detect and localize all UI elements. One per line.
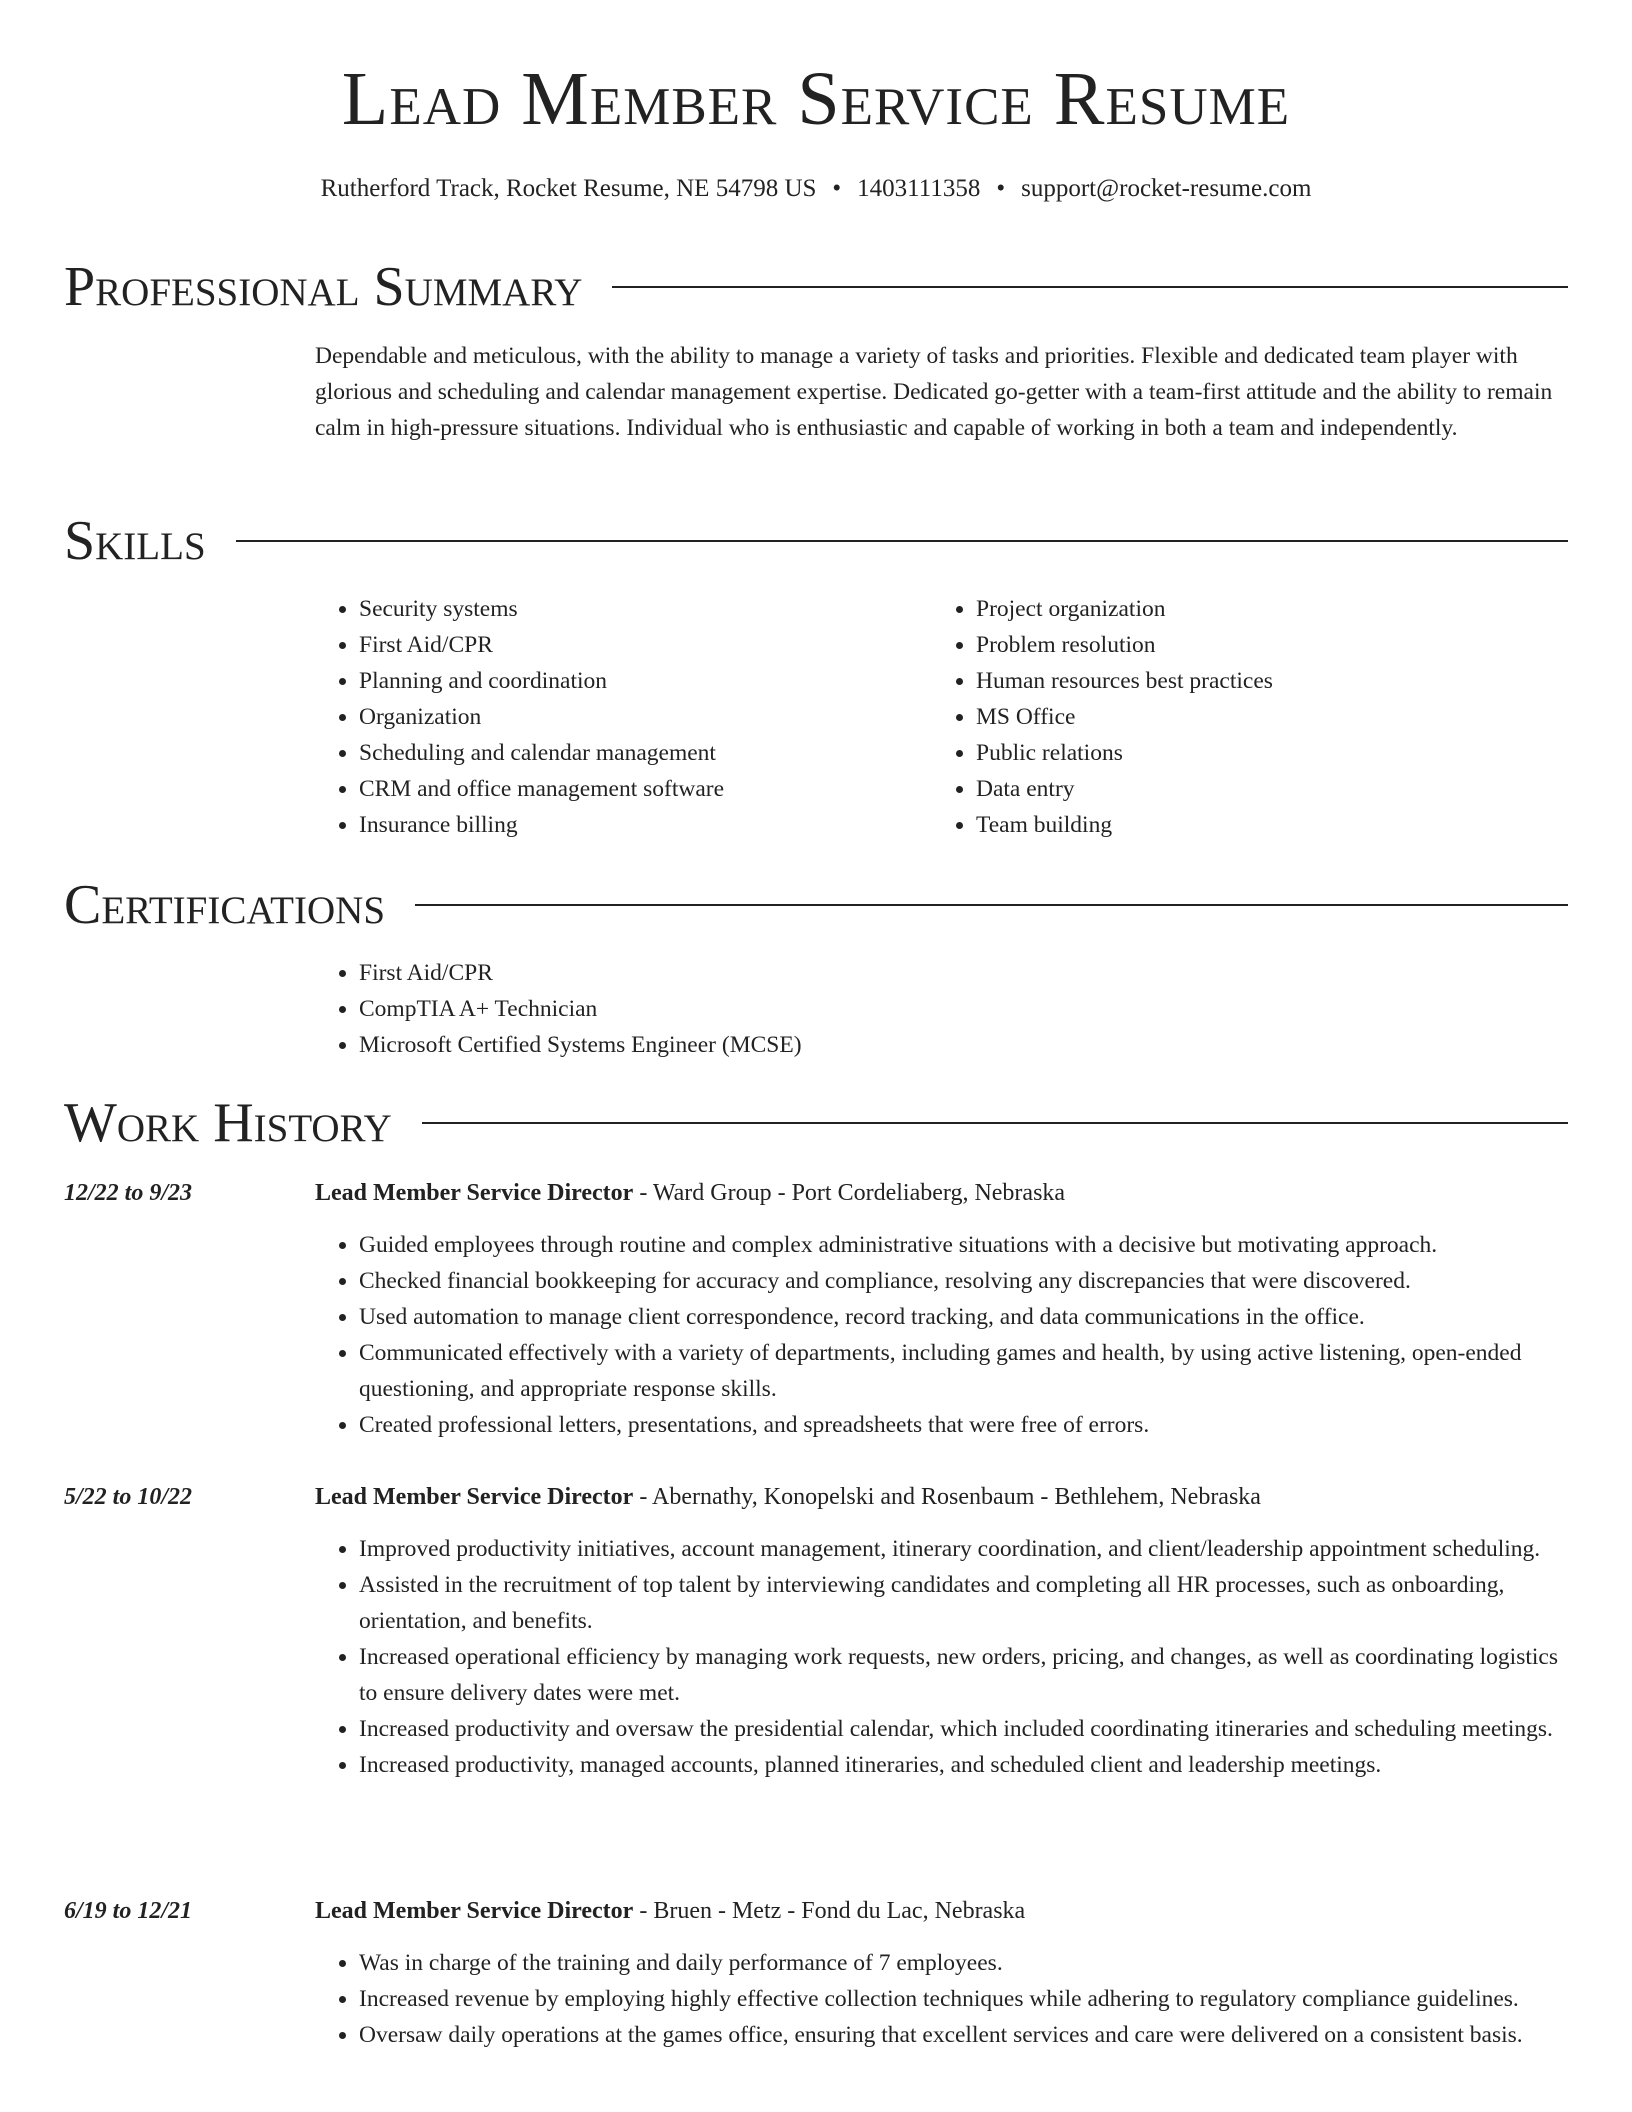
contact-phone: 1403111358 [857, 175, 981, 202]
section-divider [612, 286, 1568, 288]
duty-item: • Used automation to manage client correspondence, record tracking, and data communications in the office. [359, 1299, 1568, 1335]
section-skills-title: Skills [64, 510, 206, 572]
skill-item: • CRM and office management software [359, 771, 915, 807]
duty-item: • Increased revenue by employing highly effective collection techniques while adhering to regulatory compliance guidelines. [359, 1981, 1568, 2017]
contact-separator: • [996, 175, 1006, 202]
section-divider [236, 540, 1568, 542]
job-role: Lead Member Service Director [315, 1180, 634, 1206]
duty-item: • Improved productivity initiatives, account management, itinerary coordination, and client/leadership appointment scheduling. [359, 1531, 1568, 1567]
contact-email[interactable]: support@rocket-resume.com [1021, 175, 1312, 202]
contact-separator: • [832, 175, 842, 202]
certifications-list [315, 955, 1215, 1063]
job-duties-list [315, 1945, 1568, 2053]
job-company-location: - Ward Group - Port Cordeliaberg, Nebraska [633, 1180, 1066, 1206]
skill-item: • First Aid/CPR [359, 627, 915, 663]
duty-item: • Increased productivity and oversaw the presidential calendar, which included coordinating itineraries and scheduling meetings. [359, 1711, 1568, 1747]
skill-item: • Insurance billing [359, 807, 915, 843]
skills-left-column [315, 591, 915, 843]
duty-item: • Communicated effectively with a variety of departments, including games and health, by using active listening, open-ended questioning, and appropriate response skills. [359, 1335, 1568, 1407]
duty-item: • Was in charge of the training and daily performance of 7 employees. [359, 1945, 1568, 1981]
job-company-location: - Bruen - Metz - Fond du Lac, Nebraska [633, 1898, 1026, 1924]
contact-line [0, 175, 1632, 203]
job-dates: 6/19 to 12/21 [64, 1898, 193, 1924]
section-certifications-header [64, 870, 1568, 940]
duty-item: • Oversaw daily operations at the games office, ensuring that excellent services and care were delivered on a consistent basis. [359, 2017, 1568, 2053]
skill-item: • Organization [359, 699, 915, 735]
skill-item: • Data entry [976, 771, 1532, 807]
section-summary-title: Professional Summary [64, 256, 583, 318]
job-title-line [315, 1175, 1065, 1211]
resume-title: Lead Member Service Resume [341, 57, 1291, 141]
duty-item: • Created professional letters, presentations, and spreadsheets that were free of errors. [359, 1407, 1568, 1443]
skills-left-list [315, 591, 915, 843]
section-skills-header [64, 506, 1568, 576]
job-title-line [315, 1479, 1261, 1515]
duty-item: • Assisted in the recruitment of top talent by interviewing candidates and completing all HR processes, such as onboarding, orientation, and benefits. [359, 1567, 1568, 1639]
job-title-line [315, 1893, 1025, 1929]
skills-right-column [932, 591, 1532, 843]
job-duties-list [315, 1227, 1568, 1443]
certification-item: • Microsoft Certified Systems Engineer (MCSE) [359, 1027, 1215, 1063]
certification-item: • CompTIA A+ Technician [359, 991, 1215, 1027]
section-divider [415, 904, 1568, 906]
skill-item: • Planning and coordination [359, 663, 915, 699]
skill-item: • Public relations [976, 735, 1532, 771]
skill-item: • Human resources best practices [976, 663, 1532, 699]
summary-text: Dependable and meticulous, with the ability to manage a variety of tasks and priorities. Flexible and dedicated team player with glorious and scheduling and calendar management expertise. Dedicated go-getter with a team-first attitude and the ability to remain calm in high-pressure situations. Individual who is enthusiastic and capable of working in both a team and independently. [315, 343, 1553, 441]
job-duties [315, 1531, 1568, 1783]
job-duties [315, 1227, 1568, 1443]
section-work-history-title: Work History [64, 1092, 392, 1154]
duty-item: • Increased operational efficiency by managing work requests, new orders, pricing, and changes, as well as coordinating logistics to ensure delivery dates were met. [359, 1639, 1568, 1711]
job-dates: 5/22 to 10/22 [64, 1484, 193, 1510]
job-duties [315, 1945, 1568, 2053]
section-divider [422, 1122, 1568, 1124]
job-company-location: - Abernathy, Konopelski and Rosenbaum - Bethlehem, Nebraska [633, 1484, 1261, 1510]
skills-right-list [932, 591, 1532, 843]
skill-item: • Project organization [976, 591, 1532, 627]
section-summary-header [64, 252, 1568, 322]
section-work-history-header [64, 1088, 1568, 1158]
skill-item: • Scheduling and calendar management [359, 735, 915, 771]
duty-item: • Checked financial bookkeeping for accuracy and compliance, resolving any discrepancies that were discovered. [359, 1263, 1568, 1299]
job-duties-list [315, 1531, 1568, 1783]
skill-item: • Problem resolution [976, 627, 1532, 663]
job-role: Lead Member Service Director [315, 1484, 634, 1510]
section-certifications-title: Certifications [64, 874, 386, 936]
skill-item: • MS Office [976, 699, 1532, 735]
contact-address: Rutherford Track, Rocket Resume, NE 54798 US [320, 175, 817, 202]
job-role: Lead Member Service Director [315, 1898, 634, 1924]
skill-item: • Team building [976, 807, 1532, 843]
skill-item: • Security systems [359, 591, 915, 627]
duty-item: • Guided employees through routine and complex administrative situations with a decisive but motivating approach. [359, 1227, 1568, 1263]
certifications-list-wrap [315, 955, 1215, 1063]
duty-item: • Increased productivity, managed accounts, planned itineraries, and scheduled client and leadership meetings. [359, 1747, 1568, 1783]
certification-item: • First Aid/CPR [359, 955, 1215, 991]
job-dates: 12/22 to 9/23 [64, 1180, 193, 1206]
